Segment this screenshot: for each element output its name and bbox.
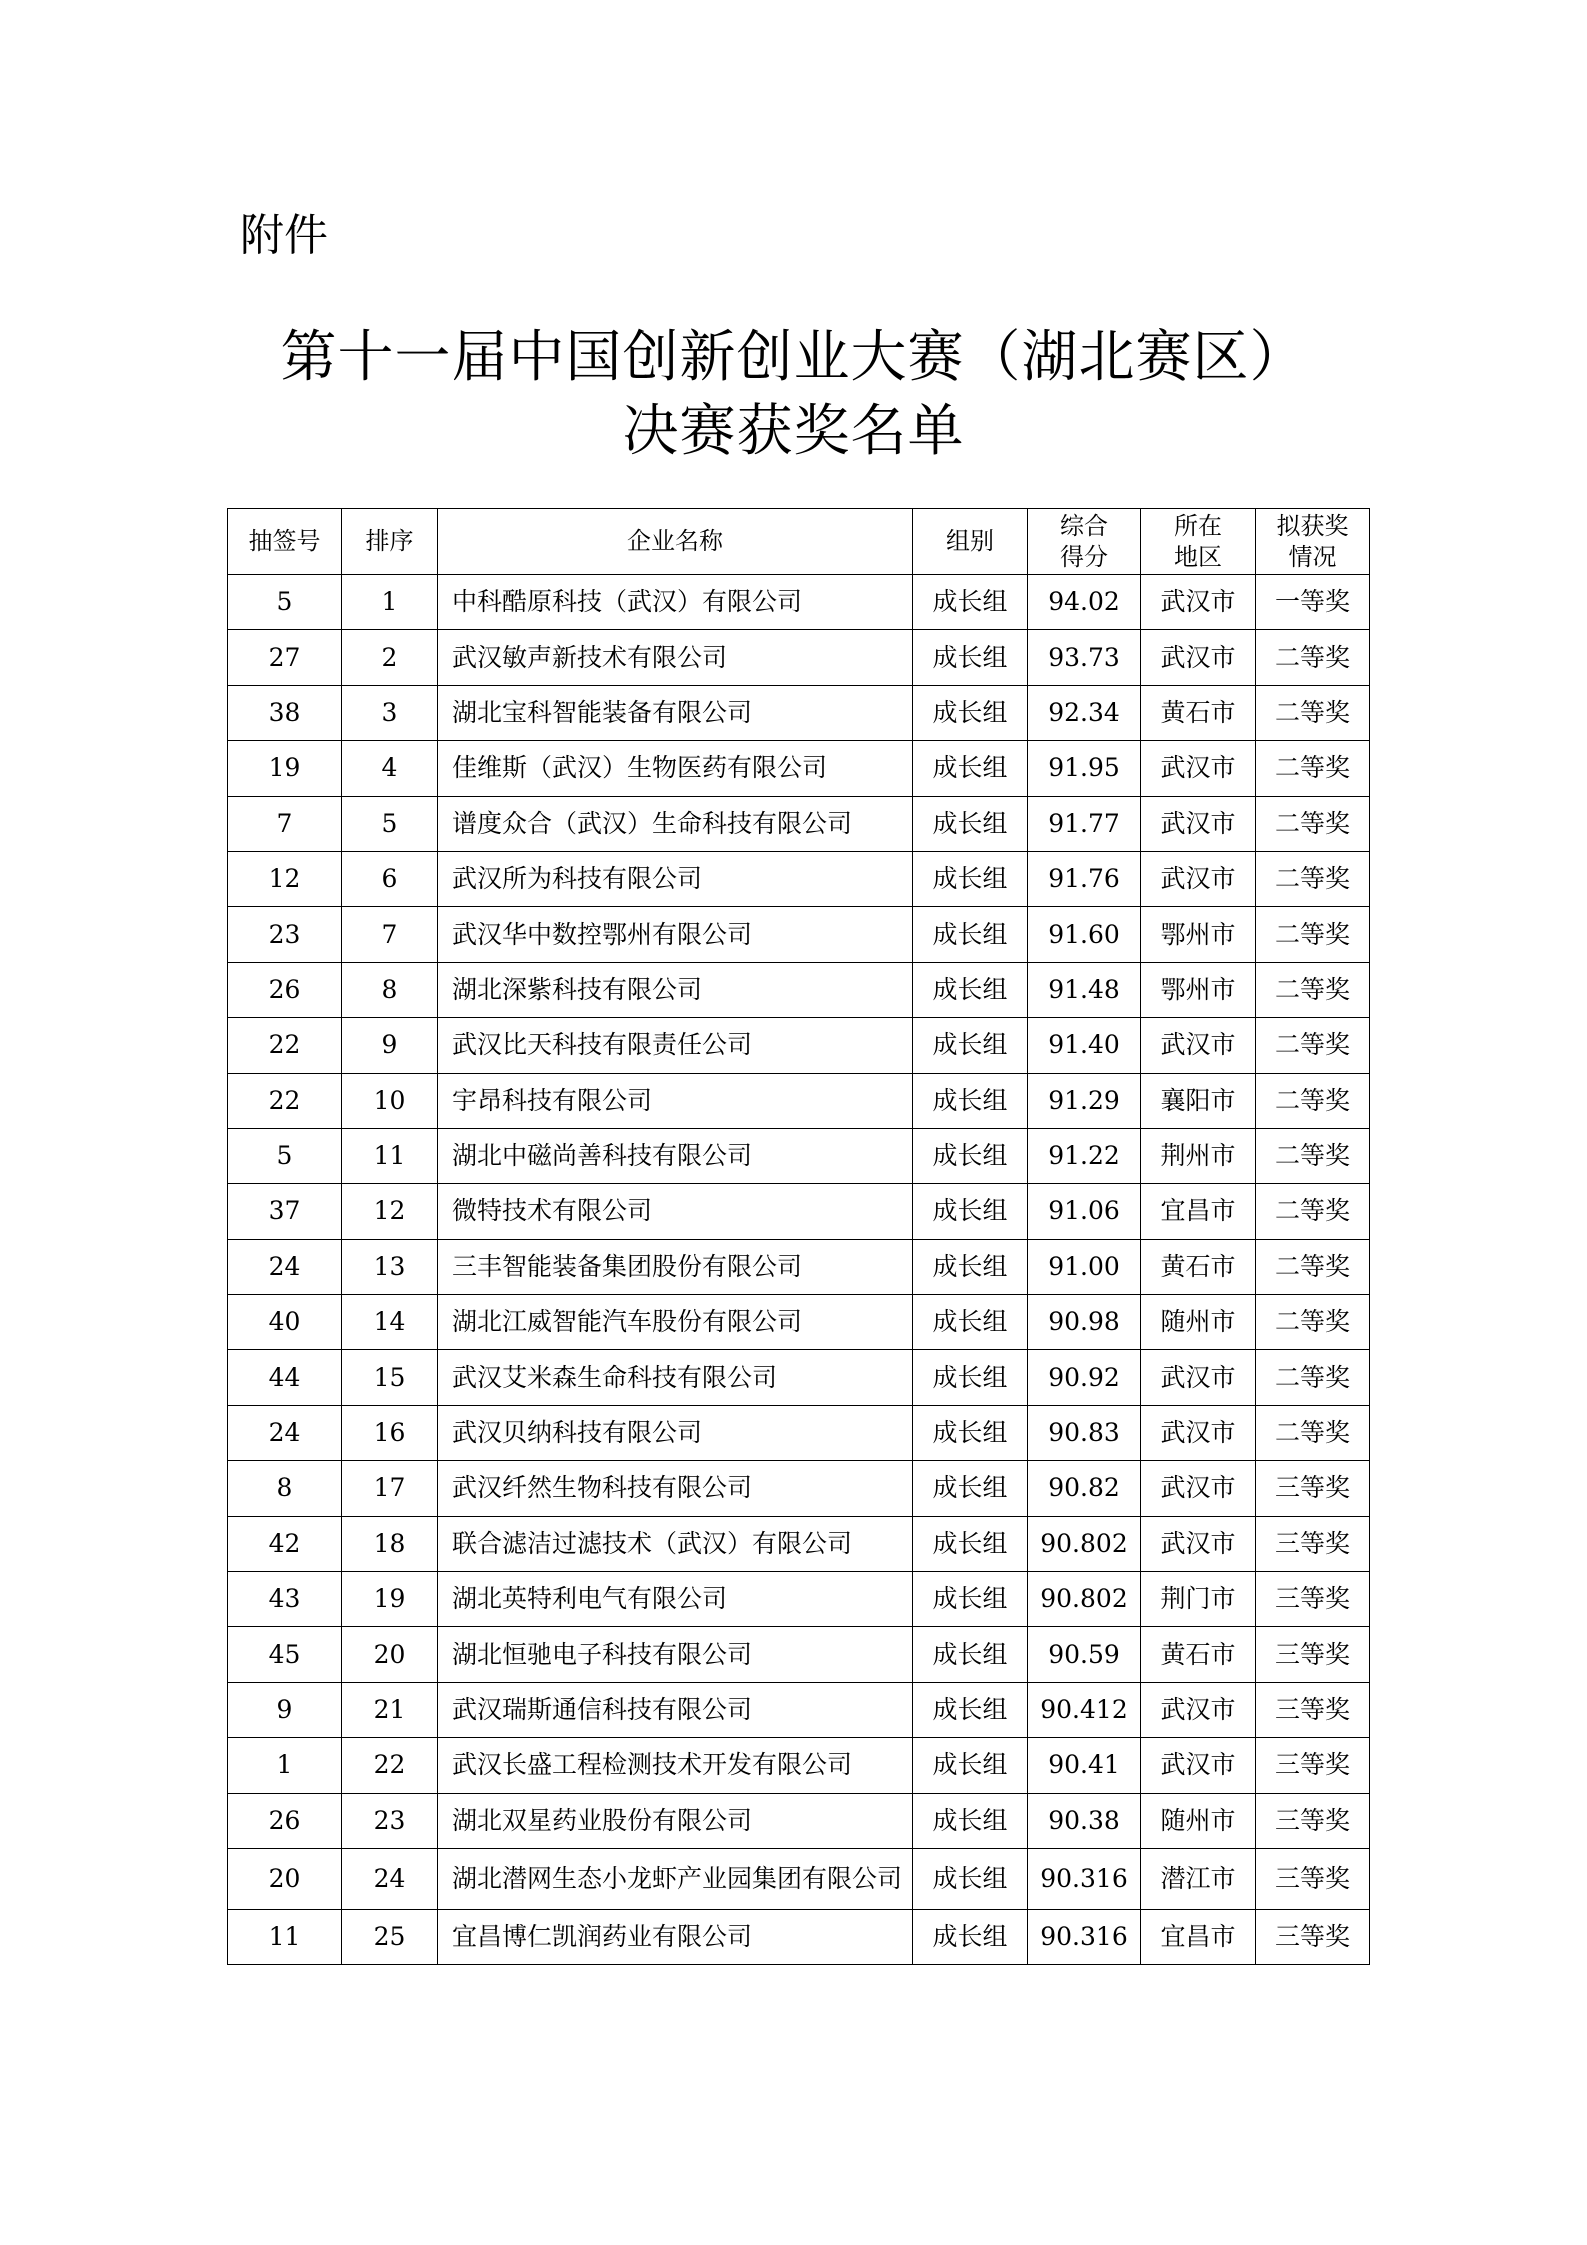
cell-rank: 25 bbox=[342, 1909, 438, 1964]
cell-company: 湖北英特利电气有限公司 bbox=[438, 1572, 913, 1627]
cell-company: 湖北恒驰电子科技有限公司 bbox=[438, 1627, 913, 1682]
cell-draw-no: 11 bbox=[228, 1909, 342, 1964]
cell-region: 武汉市 bbox=[1141, 1350, 1256, 1405]
table-body bbox=[228, 575, 1370, 1965]
table-row bbox=[228, 1018, 1370, 1073]
cell-region: 武汉市 bbox=[1141, 1516, 1256, 1571]
cell-region: 宜昌市 bbox=[1141, 1909, 1256, 1964]
cell-company: 武汉瑞斯通信科技有限公司 bbox=[438, 1682, 913, 1737]
cell-score: 91.29 bbox=[1028, 1073, 1141, 1128]
cell-rank: 11 bbox=[342, 1128, 438, 1183]
cell-group: 成长组 bbox=[913, 851, 1028, 906]
cell-draw-no: 5 bbox=[228, 575, 342, 630]
cell-rank: 1 bbox=[342, 575, 438, 630]
cell-draw-no: 5 bbox=[228, 1128, 342, 1183]
table-row bbox=[228, 1350, 1370, 1405]
cell-score: 90.92 bbox=[1028, 1350, 1141, 1405]
table-row bbox=[228, 1909, 1370, 1964]
cell-award: 二等奖 bbox=[1256, 1184, 1370, 1239]
cell-draw-no: 19 bbox=[228, 741, 342, 796]
header-award bbox=[1256, 509, 1370, 575]
cell-rank: 9 bbox=[342, 1018, 438, 1073]
header-region-line2: 地区 bbox=[1174, 542, 1222, 571]
cell-rank: 20 bbox=[342, 1627, 438, 1682]
cell-company: 湖北江威智能汽车股份有限公司 bbox=[438, 1295, 913, 1350]
cell-rank: 6 bbox=[342, 851, 438, 906]
header-award-line2: 情况 bbox=[1288, 542, 1337, 571]
cell-draw-no: 7 bbox=[228, 796, 342, 851]
header-score-line2: 得分 bbox=[1060, 542, 1108, 571]
cell-group: 成长组 bbox=[913, 1405, 1028, 1460]
document-title-line2: 决赛获奖名单 bbox=[622, 399, 965, 464]
cell-score: 90.41 bbox=[1028, 1738, 1141, 1793]
cell-score: 90.83 bbox=[1028, 1405, 1141, 1460]
cell-award: 三等奖 bbox=[1256, 1848, 1370, 1909]
cell-draw-no: 40 bbox=[228, 1295, 342, 1350]
table-row bbox=[228, 1461, 1370, 1516]
header-region bbox=[1141, 509, 1256, 575]
cell-region: 宜昌市 bbox=[1141, 1184, 1256, 1239]
cell-rank: 23 bbox=[342, 1793, 438, 1848]
cell-group: 成长组 bbox=[913, 1184, 1028, 1239]
cell-region: 武汉市 bbox=[1141, 851, 1256, 906]
table-row bbox=[228, 907, 1370, 962]
cell-award: 二等奖 bbox=[1256, 851, 1370, 906]
cell-company: 宇昂科技有限公司 bbox=[438, 1073, 913, 1128]
cell-region: 武汉市 bbox=[1141, 575, 1256, 630]
cell-group: 成长组 bbox=[913, 962, 1028, 1017]
cell-award: 二等奖 bbox=[1256, 962, 1370, 1017]
cell-region: 随州市 bbox=[1141, 1295, 1256, 1350]
table-row bbox=[228, 1627, 1370, 1682]
cell-company: 武汉纤然生物科技有限公司 bbox=[438, 1461, 913, 1516]
cell-group: 成长组 bbox=[913, 1239, 1028, 1294]
cell-region: 随州市 bbox=[1141, 1793, 1256, 1848]
cell-score: 92.34 bbox=[1028, 685, 1141, 740]
cell-award: 二等奖 bbox=[1256, 1295, 1370, 1350]
cell-company: 宜昌博仁凯润药业有限公司 bbox=[438, 1909, 913, 1964]
cell-score: 90.802 bbox=[1028, 1572, 1141, 1627]
cell-draw-no: 27 bbox=[228, 630, 342, 685]
cell-company: 武汉贝纳科技有限公司 bbox=[438, 1405, 913, 1460]
header-draw-no: 抽签号 bbox=[228, 509, 342, 575]
cell-group: 成长组 bbox=[913, 1682, 1028, 1737]
table-row bbox=[228, 1184, 1370, 1239]
cell-region: 鄂州市 bbox=[1141, 907, 1256, 962]
cell-award: 二等奖 bbox=[1256, 907, 1370, 962]
cell-group: 成长组 bbox=[913, 1073, 1028, 1128]
cell-rank: 22 bbox=[342, 1738, 438, 1793]
cell-draw-no: 20 bbox=[228, 1848, 342, 1909]
cell-rank: 2 bbox=[342, 630, 438, 685]
cell-company: 谱度众合（武汉）生命科技有限公司 bbox=[438, 796, 913, 851]
cell-draw-no: 22 bbox=[228, 1018, 342, 1073]
cell-award: 三等奖 bbox=[1256, 1461, 1370, 1516]
cell-rank: 16 bbox=[342, 1405, 438, 1460]
table-row bbox=[228, 1793, 1370, 1848]
table-header-row bbox=[228, 509, 1370, 575]
cell-award: 三等奖 bbox=[1256, 1516, 1370, 1571]
table-row bbox=[228, 1738, 1370, 1793]
cell-region: 武汉市 bbox=[1141, 741, 1256, 796]
cell-region: 武汉市 bbox=[1141, 1405, 1256, 1460]
header-award-line1: 拟获奖 bbox=[1276, 511, 1349, 540]
cell-draw-no: 43 bbox=[228, 1572, 342, 1627]
cell-score: 90.38 bbox=[1028, 1793, 1141, 1848]
cell-award: 三等奖 bbox=[1256, 1627, 1370, 1682]
cell-rank: 8 bbox=[342, 962, 438, 1017]
cell-score: 91.22 bbox=[1028, 1128, 1141, 1183]
cell-score: 90.316 bbox=[1028, 1848, 1141, 1909]
table-row bbox=[228, 1516, 1370, 1571]
cell-rank: 3 bbox=[342, 685, 438, 740]
cell-company: 湖北宝科智能装备有限公司 bbox=[438, 685, 913, 740]
cell-group: 成长组 bbox=[913, 685, 1028, 740]
cell-company: 湖北深紫科技有限公司 bbox=[438, 962, 913, 1017]
cell-company: 武汉所为科技有限公司 bbox=[438, 851, 913, 906]
cell-rank: 24 bbox=[342, 1848, 438, 1909]
cell-score: 90.82 bbox=[1028, 1461, 1141, 1516]
cell-award: 二等奖 bbox=[1256, 630, 1370, 685]
cell-company: 湖北潜网生态小龙虾产业园集团有限公司 bbox=[438, 1848, 913, 1909]
cell-draw-no: 23 bbox=[228, 907, 342, 962]
cell-score: 91.40 bbox=[1028, 1018, 1141, 1073]
cell-award: 二等奖 bbox=[1256, 1350, 1370, 1405]
table-row bbox=[228, 851, 1370, 906]
header-company: 企业名称 bbox=[438, 509, 913, 575]
cell-draw-no: 22 bbox=[228, 1073, 342, 1128]
cell-region: 荆州市 bbox=[1141, 1128, 1256, 1183]
cell-region: 武汉市 bbox=[1141, 630, 1256, 685]
cell-region: 黄石市 bbox=[1141, 1239, 1256, 1294]
cell-group: 成长组 bbox=[913, 1793, 1028, 1848]
cell-award: 二等奖 bbox=[1256, 741, 1370, 796]
cell-award: 二等奖 bbox=[1256, 1128, 1370, 1183]
cell-region: 鄂州市 bbox=[1141, 962, 1256, 1017]
award-list-table bbox=[227, 508, 1370, 1965]
cell-company: 三丰智能装备集团股份有限公司 bbox=[438, 1239, 913, 1294]
cell-score: 90.59 bbox=[1028, 1627, 1141, 1682]
cell-score: 90.316 bbox=[1028, 1909, 1141, 1964]
cell-draw-no: 12 bbox=[228, 851, 342, 906]
cell-group: 成长组 bbox=[913, 796, 1028, 851]
cell-rank: 12 bbox=[342, 1184, 438, 1239]
cell-region: 武汉市 bbox=[1141, 1461, 1256, 1516]
cell-group: 成长组 bbox=[913, 1738, 1028, 1793]
cell-group: 成长组 bbox=[913, 630, 1028, 685]
cell-score: 91.00 bbox=[1028, 1239, 1141, 1294]
cell-group: 成长组 bbox=[913, 1516, 1028, 1571]
cell-award: 二等奖 bbox=[1256, 1239, 1370, 1294]
cell-rank: 7 bbox=[342, 907, 438, 962]
cell-score: 90.802 bbox=[1028, 1516, 1141, 1571]
cell-region: 黄石市 bbox=[1141, 685, 1256, 740]
cell-company: 武汉敏声新技术有限公司 bbox=[438, 630, 913, 685]
cell-rank: 21 bbox=[342, 1682, 438, 1737]
table-row bbox=[228, 1405, 1370, 1460]
cell-rank: 19 bbox=[342, 1572, 438, 1627]
cell-region: 武汉市 bbox=[1141, 1018, 1256, 1073]
cell-award: 三等奖 bbox=[1256, 1738, 1370, 1793]
cell-draw-no: 24 bbox=[228, 1239, 342, 1294]
table-row bbox=[228, 685, 1370, 740]
header-rank: 排序 bbox=[342, 509, 438, 575]
cell-score: 91.95 bbox=[1028, 741, 1141, 796]
cell-rank: 17 bbox=[342, 1461, 438, 1516]
cell-group: 成长组 bbox=[913, 907, 1028, 962]
cell-award: 二等奖 bbox=[1256, 685, 1370, 740]
table-row bbox=[228, 962, 1370, 1017]
cell-award: 三等奖 bbox=[1256, 1909, 1370, 1964]
cell-rank: 13 bbox=[342, 1239, 438, 1294]
cell-draw-no: 24 bbox=[228, 1405, 342, 1460]
cell-region: 潜江市 bbox=[1141, 1848, 1256, 1909]
cell-draw-no: 38 bbox=[228, 685, 342, 740]
cell-rank: 18 bbox=[342, 1516, 438, 1571]
header-group: 组别 bbox=[913, 509, 1028, 575]
attachment-label: 附件 bbox=[240, 210, 328, 261]
cell-rank: 5 bbox=[342, 796, 438, 851]
table-row bbox=[228, 1239, 1370, 1294]
cell-region: 武汉市 bbox=[1141, 796, 1256, 851]
cell-region: 武汉市 bbox=[1141, 1682, 1256, 1737]
cell-group: 成长组 bbox=[913, 1627, 1028, 1682]
cell-region: 襄阳市 bbox=[1141, 1073, 1256, 1128]
table-row bbox=[228, 1295, 1370, 1350]
cell-score: 91.60 bbox=[1028, 907, 1141, 962]
cell-company: 微特技术有限公司 bbox=[438, 1184, 913, 1239]
table-row bbox=[228, 1682, 1370, 1737]
cell-company: 湖北双星药业股份有限公司 bbox=[438, 1793, 913, 1848]
cell-score: 90.98 bbox=[1028, 1295, 1141, 1350]
cell-group: 成长组 bbox=[913, 1350, 1028, 1405]
table-row bbox=[228, 575, 1370, 630]
cell-company: 武汉比天科技有限责任公司 bbox=[438, 1018, 913, 1073]
cell-award: 二等奖 bbox=[1256, 796, 1370, 851]
cell-rank: 14 bbox=[342, 1295, 438, 1350]
table-row bbox=[228, 1572, 1370, 1627]
table-row bbox=[228, 1848, 1370, 1909]
document-title-line1: 第十一届中国创新创业大赛（湖北赛区） bbox=[280, 325, 1307, 390]
cell-group: 成长组 bbox=[913, 1848, 1028, 1909]
cell-draw-no: 9 bbox=[228, 1682, 342, 1737]
table-row bbox=[228, 796, 1370, 851]
header-score-line1: 综合 bbox=[1060, 511, 1108, 540]
cell-company: 武汉艾米森生命科技有限公司 bbox=[438, 1350, 913, 1405]
table-row bbox=[228, 741, 1370, 796]
cell-rank: 4 bbox=[342, 741, 438, 796]
cell-group: 成长组 bbox=[913, 575, 1028, 630]
cell-draw-no: 1 bbox=[228, 1738, 342, 1793]
cell-rank: 15 bbox=[342, 1350, 438, 1405]
cell-company: 武汉长盛工程检测技术开发有限公司 bbox=[438, 1738, 913, 1793]
cell-award: 三等奖 bbox=[1256, 1682, 1370, 1737]
cell-rank: 10 bbox=[342, 1073, 438, 1128]
cell-draw-no: 26 bbox=[228, 962, 342, 1017]
cell-score: 93.73 bbox=[1028, 630, 1141, 685]
cell-company: 联合滤洁过滤技术（武汉）有限公司 bbox=[438, 1516, 913, 1571]
cell-draw-no: 26 bbox=[228, 1793, 342, 1848]
cell-group: 成长组 bbox=[913, 1909, 1028, 1964]
header-region-line1: 所在 bbox=[1174, 511, 1222, 540]
cell-group: 成长组 bbox=[913, 1128, 1028, 1183]
cell-group: 成长组 bbox=[913, 1572, 1028, 1627]
cell-group: 成长组 bbox=[913, 1295, 1028, 1350]
cell-award: 二等奖 bbox=[1256, 1073, 1370, 1128]
cell-score: 91.06 bbox=[1028, 1184, 1141, 1239]
cell-draw-no: 37 bbox=[228, 1184, 342, 1239]
cell-draw-no: 45 bbox=[228, 1627, 342, 1682]
cell-region: 武汉市 bbox=[1141, 1738, 1256, 1793]
cell-award: 二等奖 bbox=[1256, 1018, 1370, 1073]
cell-score: 90.412 bbox=[1028, 1682, 1141, 1737]
cell-group: 成长组 bbox=[913, 1018, 1028, 1073]
cell-region: 荆门市 bbox=[1141, 1572, 1256, 1627]
cell-company: 佳维斯（武汉）生物医药有限公司 bbox=[438, 741, 913, 796]
cell-award: 一等奖 bbox=[1256, 575, 1370, 630]
cell-company: 武汉华中数控鄂州有限公司 bbox=[438, 907, 913, 962]
cell-group: 成长组 bbox=[913, 1461, 1028, 1516]
cell-award: 三等奖 bbox=[1256, 1572, 1370, 1627]
table-row bbox=[228, 1073, 1370, 1128]
cell-score: 91.48 bbox=[1028, 962, 1141, 1017]
cell-draw-no: 42 bbox=[228, 1516, 342, 1571]
cell-score: 91.76 bbox=[1028, 851, 1141, 906]
cell-group: 成长组 bbox=[913, 741, 1028, 796]
cell-award: 二等奖 bbox=[1256, 1405, 1370, 1460]
cell-award: 三等奖 bbox=[1256, 1793, 1370, 1848]
cell-region: 黄石市 bbox=[1141, 1627, 1256, 1682]
cell-draw-no: 44 bbox=[228, 1350, 342, 1405]
cell-score: 94.02 bbox=[1028, 575, 1141, 630]
table-row bbox=[228, 630, 1370, 685]
cell-score: 91.77 bbox=[1028, 796, 1141, 851]
cell-draw-no: 8 bbox=[228, 1461, 342, 1516]
cell-company: 中科酷原科技（武汉）有限公司 bbox=[438, 575, 913, 630]
cell-company: 湖北中磁尚善科技有限公司 bbox=[438, 1128, 913, 1183]
header-score bbox=[1028, 509, 1141, 575]
table-row bbox=[228, 1128, 1370, 1183]
